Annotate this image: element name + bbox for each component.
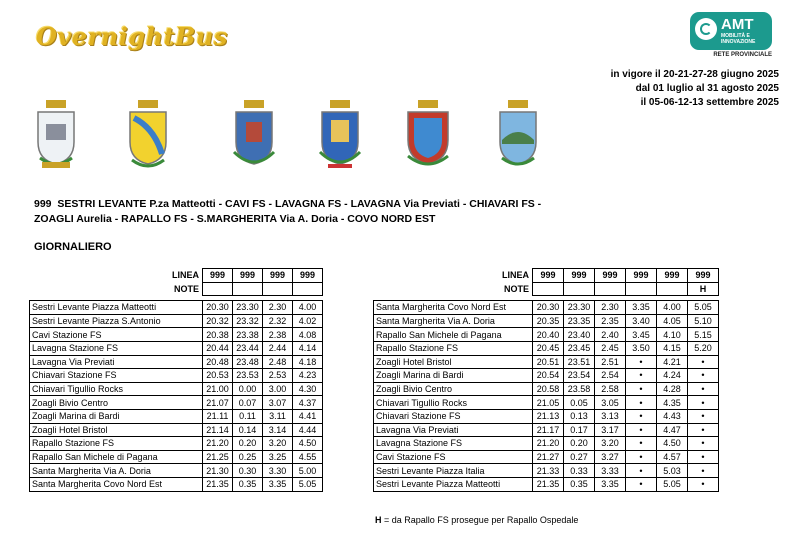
departure-time: 3.14: [263, 423, 293, 437]
departure-time: 20.44: [203, 341, 233, 355]
route-line-1: 999 SESTRI LEVANTE P.za Matteotti - CAVI FS - LAVAGNA FS - LAVAGNA Via Previati - CHIAVARI FS -: [34, 198, 542, 210]
departure-time: 21.35: [533, 477, 564, 491]
departure-time: 21.17: [533, 423, 564, 437]
line-number: 999: [533, 269, 564, 283]
departure-time: 2.58: [595, 382, 626, 396]
departure-time: 3.45: [626, 328, 657, 342]
departure-time: 5.05: [688, 301, 719, 315]
departure-time: 0.30: [233, 464, 263, 478]
departure-time: 23.40: [564, 328, 595, 342]
departure-time: •: [688, 382, 719, 396]
departure-time: •: [688, 477, 719, 491]
departure-time: 23.38: [233, 328, 263, 342]
departure-time: 4.30: [293, 382, 323, 396]
departure-time: 2.40: [595, 328, 626, 342]
table-row: [374, 382, 719, 396]
departure-time: 21.30: [203, 464, 233, 478]
line-number: 999: [203, 269, 233, 283]
departure-time: 21.25: [203, 450, 233, 464]
departure-time: •: [626, 396, 657, 410]
departure-time: 3.30: [263, 464, 293, 478]
crest-chiavari-icon: [316, 98, 364, 174]
departure-time: 4.43: [657, 409, 688, 423]
stop-name: Zoagli Marina di Bardi: [374, 369, 533, 383]
departure-time: •: [688, 464, 719, 478]
departure-time: 3.17: [595, 423, 626, 437]
stop-name: Zoagli Bivio Centro: [374, 382, 533, 396]
departure-time: •: [626, 409, 657, 423]
departure-time: •: [688, 369, 719, 383]
departure-time: 21.11: [203, 409, 233, 423]
departure-time: 4.50: [293, 437, 323, 451]
stop-name: Sestri Levante Piazza Matteotti: [374, 477, 533, 491]
departure-time: 23.30: [564, 301, 595, 315]
departure-time: 23.51: [564, 355, 595, 369]
departure-time: 5.05: [657, 477, 688, 491]
table-row: [30, 437, 323, 451]
departure-time: •: [626, 464, 657, 478]
table-row: [30, 355, 323, 369]
departure-time: •: [626, 450, 657, 464]
amt-logo: [690, 12, 772, 60]
departure-time: 21.20: [203, 437, 233, 451]
amt-network: RETE PROVINCIALE: [713, 52, 772, 58]
departure-time: 3.35: [263, 477, 293, 491]
crest-lavagna-icon: [230, 98, 278, 174]
departure-time: 0.20: [233, 437, 263, 451]
departure-time: 20.45: [533, 341, 564, 355]
departure-time: 4.55: [293, 450, 323, 464]
timetable-outbound: [29, 268, 323, 492]
departure-time: 4.00: [657, 301, 688, 315]
departure-time: 4.24: [657, 369, 688, 383]
departure-time: 21.00: [203, 382, 233, 396]
amt-swirl-icon: [695, 18, 717, 40]
stop-name: Zoagli Hotel Bristol: [30, 423, 203, 437]
departure-time: •: [626, 477, 657, 491]
departure-time: 21.27: [533, 450, 564, 464]
departure-time: 23.30: [233, 301, 263, 315]
note-cell: [263, 282, 293, 296]
departure-time: 0.13: [564, 409, 595, 423]
departure-time: •: [688, 396, 719, 410]
amt-name: AMT: [721, 16, 754, 33]
departure-time: •: [626, 437, 657, 451]
departure-time: 2.38: [263, 328, 293, 342]
departure-time: 0.35: [564, 477, 595, 491]
crest-rapallo-icon: [494, 98, 542, 174]
departure-time: 5.05: [293, 477, 323, 491]
linea-label: LINEA: [172, 270, 199, 281]
departure-time: 3.27: [595, 450, 626, 464]
table-row: [30, 341, 323, 355]
departure-time: 4.35: [657, 396, 688, 410]
departure-time: 4.37: [293, 396, 323, 410]
stop-name: Rapallo Stazione FS: [374, 341, 533, 355]
departure-time: •: [626, 423, 657, 437]
departure-time: •: [626, 382, 657, 396]
stop-name: Lavagna Via Previati: [30, 355, 203, 369]
table-row: [30, 301, 323, 315]
line-number: 999: [688, 269, 719, 283]
departure-time: 4.00: [293, 301, 323, 315]
route-description: [34, 197, 541, 227]
note-cell: [203, 282, 233, 296]
table-row: [374, 423, 719, 437]
stop-name: Cavi Stazione FS: [374, 450, 533, 464]
departure-time: 21.35: [203, 477, 233, 491]
departure-time: 3.20: [263, 437, 293, 451]
note-cell: [233, 282, 263, 296]
crest-sestri-levante-icon: [32, 98, 80, 174]
departure-time: 4.41: [293, 409, 323, 423]
departure-time: 5.10: [688, 314, 719, 328]
departure-time: 0.25: [233, 450, 263, 464]
departure-time: 3.50: [626, 341, 657, 355]
stop-name: Lavagna Via Previati: [374, 423, 533, 437]
validity-line: in vigore il 20-21-27-28 giugno 2025: [610, 69, 779, 80]
departure-time: •: [626, 369, 657, 383]
line-number: 999: [293, 269, 323, 283]
departure-time: 3.33: [595, 464, 626, 478]
departure-time: 23.45: [564, 341, 595, 355]
service-type-heading: GIORNALIERO: [34, 241, 112, 253]
departure-time: 23.58: [564, 382, 595, 396]
line-number: 999: [626, 269, 657, 283]
note-cell: [293, 282, 323, 296]
validity-dates: [611, 68, 779, 110]
table-row: [374, 369, 719, 383]
departure-time: 2.53: [263, 369, 293, 383]
departure-time: 4.50: [657, 437, 688, 451]
line-number: 999: [657, 269, 688, 283]
note-cell: [564, 282, 595, 296]
departure-time: 23.48: [233, 355, 263, 369]
crest-cavi-icon: [124, 98, 172, 174]
departure-time: 2.54: [595, 369, 626, 383]
departure-time: 2.30: [595, 301, 626, 315]
departure-time: 4.05: [657, 314, 688, 328]
departure-time: 0.17: [564, 423, 595, 437]
table-row: [374, 396, 719, 410]
departure-time: 3.07: [263, 396, 293, 410]
departure-time: 21.07: [203, 396, 233, 410]
note-cell: [533, 282, 564, 296]
departure-time: 21.14: [203, 423, 233, 437]
validity-line: il 05-06-12-13 settembre 2025: [640, 97, 779, 108]
departure-time: 20.32: [203, 314, 233, 328]
departure-time: 0.07: [233, 396, 263, 410]
departure-time: 4.23: [293, 369, 323, 383]
departure-time: 2.30: [263, 301, 293, 315]
stop-name: Rapallo San Michele di Pagana: [374, 328, 533, 342]
departure-time: 23.53: [233, 369, 263, 383]
departure-time: 3.05: [595, 396, 626, 410]
departure-time: 4.57: [657, 450, 688, 464]
departure-time: 5.03: [657, 464, 688, 478]
departure-time: 20.53: [203, 369, 233, 383]
departure-time: 3.25: [263, 450, 293, 464]
stop-name: Rapallo San Michele di Pagana: [30, 450, 203, 464]
departure-time: •: [688, 355, 719, 369]
departure-time: 4.28: [657, 382, 688, 396]
table-row: [374, 341, 719, 355]
crest-zoagli-icon: [404, 98, 452, 174]
note-cell: [626, 282, 657, 296]
table-row: [30, 369, 323, 383]
linea-label: LINEA: [502, 270, 529, 281]
departure-time: 20.51: [533, 355, 564, 369]
table-row: [374, 301, 719, 315]
line-number: 999: [564, 269, 595, 283]
departure-time: •: [688, 409, 719, 423]
departure-time: 5.00: [293, 464, 323, 478]
table-row: [30, 423, 323, 437]
departure-time: 3.35: [595, 477, 626, 491]
departure-time: 0.14: [233, 423, 263, 437]
table-row: [374, 314, 719, 328]
table-row: [374, 450, 719, 464]
departure-time: 20.30: [203, 301, 233, 315]
departure-time: 3.13: [595, 409, 626, 423]
stop-name: Lavagna Stazione FS: [30, 341, 203, 355]
departure-time: 21.33: [533, 464, 564, 478]
table-row: [30, 382, 323, 396]
departure-time: 4.10: [657, 328, 688, 342]
departure-time: 3.20: [595, 437, 626, 451]
stop-name: Zoagli Marina di Bardi: [30, 409, 203, 423]
stop-name: Zoagli Hotel Bristol: [374, 355, 533, 369]
departure-time: 0.27: [564, 450, 595, 464]
stop-name: Chiavari Stazione FS: [30, 369, 203, 383]
departure-time: 5.15: [688, 328, 719, 342]
table-row: [374, 355, 719, 369]
departure-time: 20.58: [533, 382, 564, 396]
departure-time: 20.48: [203, 355, 233, 369]
departure-time: •: [688, 437, 719, 451]
note-cell: [595, 282, 626, 296]
departure-time: 20.30: [533, 301, 564, 315]
table-row: [30, 409, 323, 423]
departure-time: 23.54: [564, 369, 595, 383]
departure-time: 21.13: [533, 409, 564, 423]
stop-name: Sestri Levante Piazza Matteotti: [30, 301, 203, 315]
line-number: 999: [263, 269, 293, 283]
departure-time: 20.54: [533, 369, 564, 383]
departure-time: 21.20: [533, 437, 564, 451]
departure-time: 4.08: [293, 328, 323, 342]
departure-time: 23.35: [564, 314, 595, 328]
departure-time: 4.14: [293, 341, 323, 355]
departure-time: 2.51: [595, 355, 626, 369]
table-row: [374, 477, 719, 491]
departure-time: •: [688, 450, 719, 464]
stop-name: Chiavari Tigullio Rocks: [30, 382, 203, 396]
note-cell: H: [688, 282, 719, 296]
departure-time: 0.33: [564, 464, 595, 478]
departure-time: •: [626, 355, 657, 369]
note-cell: [657, 282, 688, 296]
departure-time: 4.44: [293, 423, 323, 437]
line-number: 999: [233, 269, 263, 283]
amt-tagline: MOBILITÀ E INNOVAZIONE: [721, 33, 756, 45]
footnote: [375, 515, 578, 525]
stop-name: Sestri Levante Piazza Italia: [374, 464, 533, 478]
table-row: [374, 437, 719, 451]
departure-time: 0.20: [564, 437, 595, 451]
departure-time: 0.00: [233, 382, 263, 396]
departure-time: 3.11: [263, 409, 293, 423]
stop-name: Santa Margherita Covo Nord Est: [30, 477, 203, 491]
departure-time: 3.40: [626, 314, 657, 328]
departure-time: 2.48: [263, 355, 293, 369]
stop-name: Chiavari Tigullio Rocks: [374, 396, 533, 410]
stop-name: Cavi Stazione FS: [30, 328, 203, 342]
departure-time: 2.45: [595, 341, 626, 355]
timetable-return: [373, 268, 719, 492]
stop-name: Chiavari Stazione FS: [374, 409, 533, 423]
departure-time: 4.02: [293, 314, 323, 328]
stop-name: Rapallo Stazione FS: [30, 437, 203, 451]
departure-time: 23.32: [233, 314, 263, 328]
departure-time: 4.47: [657, 423, 688, 437]
departure-time: 20.40: [533, 328, 564, 342]
departure-time: 4.15: [657, 341, 688, 355]
overnight-bus-logo: OvernightBus: [36, 22, 228, 51]
table-row: [374, 328, 719, 342]
table-row: [30, 464, 323, 478]
amt-logo-box: [690, 12, 772, 50]
departure-time: 2.35: [595, 314, 626, 328]
departure-time: 3.35: [626, 301, 657, 315]
departure-time: 4.21: [657, 355, 688, 369]
stop-name: Lavagna Stazione FS: [374, 437, 533, 451]
stop-name: Santa Margherita Covo Nord Est: [374, 301, 533, 315]
table-row: [30, 314, 323, 328]
departure-time: 4.18: [293, 355, 323, 369]
stop-name: Sestri Levante Piazza S.Antonio: [30, 314, 203, 328]
departure-time: 0.05: [564, 396, 595, 410]
validity-line: dal 01 luglio al 31 agosto 2025: [635, 83, 779, 94]
departure-time: 2.44: [263, 341, 293, 355]
footnote-symbol: H: [375, 515, 382, 525]
table-row: [374, 409, 719, 423]
departure-time: 5.20: [688, 341, 719, 355]
departure-time: 21.05: [533, 396, 564, 410]
departure-time: 2.32: [263, 314, 293, 328]
table-row: [30, 396, 323, 410]
departure-time: 20.38: [203, 328, 233, 342]
stop-name: Santa Margherita Via A. Doria: [374, 314, 533, 328]
departure-time: 0.11: [233, 409, 263, 423]
route-line-2: ZOAGLI Aurelia - RAPALLO FS - S.MARGHERITA Via A. Doria - COVO NORD EST: [34, 213, 436, 225]
departure-time: 3.00: [263, 382, 293, 396]
note-label: NOTE: [503, 283, 529, 294]
departure-time: 20.35: [533, 314, 564, 328]
stop-name: Zoagli Bivio Centro: [30, 396, 203, 410]
note-label: NOTE: [173, 283, 199, 294]
table-row: [30, 328, 323, 342]
footnote-text: = da Rapallo FS prosegue per Rapallo Ospedale: [381, 515, 579, 525]
departure-time: •: [688, 423, 719, 437]
table-row: [30, 477, 323, 491]
departure-time: 0.35: [233, 477, 263, 491]
departure-time: 23.44: [233, 341, 263, 355]
table-row: [30, 450, 323, 464]
line-number: 999: [595, 269, 626, 283]
stop-name: Santa Margherita Via A. Doria: [30, 464, 203, 478]
table-row: [374, 464, 719, 478]
